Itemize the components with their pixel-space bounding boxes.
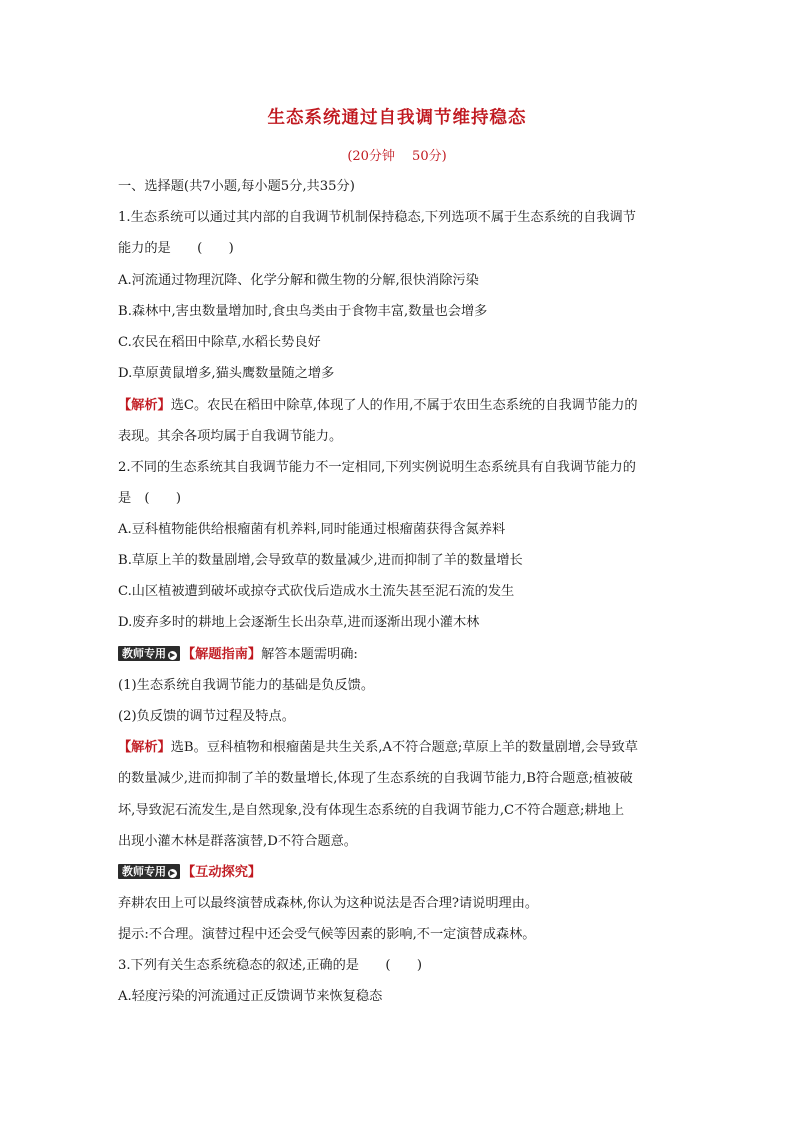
q2-option-c: C.山区植被遭到破坏或掠夺式砍伐后造成水土流失甚至泥石流的发生 [118,584,515,599]
analysis-tag: 【解析】 [118,740,171,755]
q2-explore-question: 弃耕农田上可以最终演替成森林,你认为这种说法是否合理?请说明理由。 [118,896,539,911]
explore-tag: 【互动探究】 [182,865,262,880]
q2-explore-line [118,863,261,883]
q1-option-c: C.农民在稻田中除草,水稻长势良好 [118,335,321,350]
q1-analysis-line1 [118,396,638,416]
q1-analysis-text: 选C。农民在稻田中除草,体现了人的作用,不属于农田生态系统的自我调节能力的 [170,398,638,413]
q1-analysis-line2: 表现。其余各项均属于自我调节能力。 [118,429,343,444]
q1-option-d: D.草原黄鼠增多,猫头鹰数量随之增多 [118,366,335,381]
q2-analysis-line1 [118,738,638,758]
q2-stem-line1: 2.不同的生态系统其自我调节能力不一定相同,下列实例说明生态系统具有自我调节能力的 [118,460,636,475]
guide-tag: 【解题指南】 [182,647,262,662]
teacher-badge-label: 教师专用 [122,647,166,660]
q3-stem: 3.下列有关生态系统稳态的叙述,正确的是 ( ) [118,958,422,973]
q2-analysis-line2: 的数量减少,进而抑制了羊的数量增长,体现了生态系统的自我调节能力,B符合题意;植被破 [118,771,633,786]
q2-guide-point2: (2)负反馈的调节过程及特点。 [118,709,295,724]
badge-arrow-icon: ▶ [169,869,176,877]
q1-option-b: B.森林中,害虫数量增加时,食虫鸟类由于食物丰富,数量也会增多 [118,304,488,319]
q1-stem-line1: 1.生态系统可以通过其内部的自我调节机制保持稳态,下列选项不属于生态系统的自我调节 [118,210,636,225]
q2-option-b: B.草原上羊的数量剧增,会导致草的数量减少,进而抑制了羊的数量增长 [118,553,523,568]
q2-analysis-line3: 坏,导致泥石流发生,是自然现象,没有体现生态系统的自我调节能力,C不符合题意;耕地上 [118,803,625,818]
q2-option-d: D.废弃多时的耕地上会逐渐生长出杂草,进而逐渐出现小灌木林 [118,615,480,630]
q2-analysis-text: 选B。豆科植物和根瘤菌是共生关系,A不符合题意;草原上羊的数量剧增,会导致草 [170,740,638,755]
time-score-info: (20分钟 50分) [347,149,447,164]
q1-option-a: A.河流通过物理沉降、化学分解和微生物的分解,很快消除污染 [118,273,479,288]
teacher-only-badge [118,646,180,661]
section-heading: 一、选择题(共7小题,每小题5分,共35分) [118,179,355,194]
q2-option-a: A.豆科植物能供给根瘤菌有机养料,同时能通过根瘤菌获得含氮养料 [118,522,506,537]
badge-arrow-icon: ▶ [169,651,176,659]
teacher-badge-label: 教师专用 [122,865,166,878]
q3-option-a: A.轻度污染的河流通过正反馈调节来恢复稳态 [118,989,383,1004]
q2-stem-line2: 是 ( ) [118,491,182,506]
guide-text: 解答本题需明确: [261,647,358,662]
q2-guide-line [118,645,358,665]
q2-guide-point1: (1)生态系统自我调节能力的基础是负反馈。 [118,678,375,693]
q1-stem-line2: 能力的是 ( ) [118,241,234,256]
teacher-only-badge [118,864,180,879]
q2-explore-hint: 提示:不合理。演替过程中还会受气候等因素的影响,不一定演替成森林。 [118,927,536,942]
document-title: 生态系统通过自我调节维持稳态 [267,108,527,128]
analysis-tag: 【解析】 [118,398,171,413]
q2-analysis-line4: 出现小灌木林是群落演替,D不符合题意。 [118,834,357,849]
